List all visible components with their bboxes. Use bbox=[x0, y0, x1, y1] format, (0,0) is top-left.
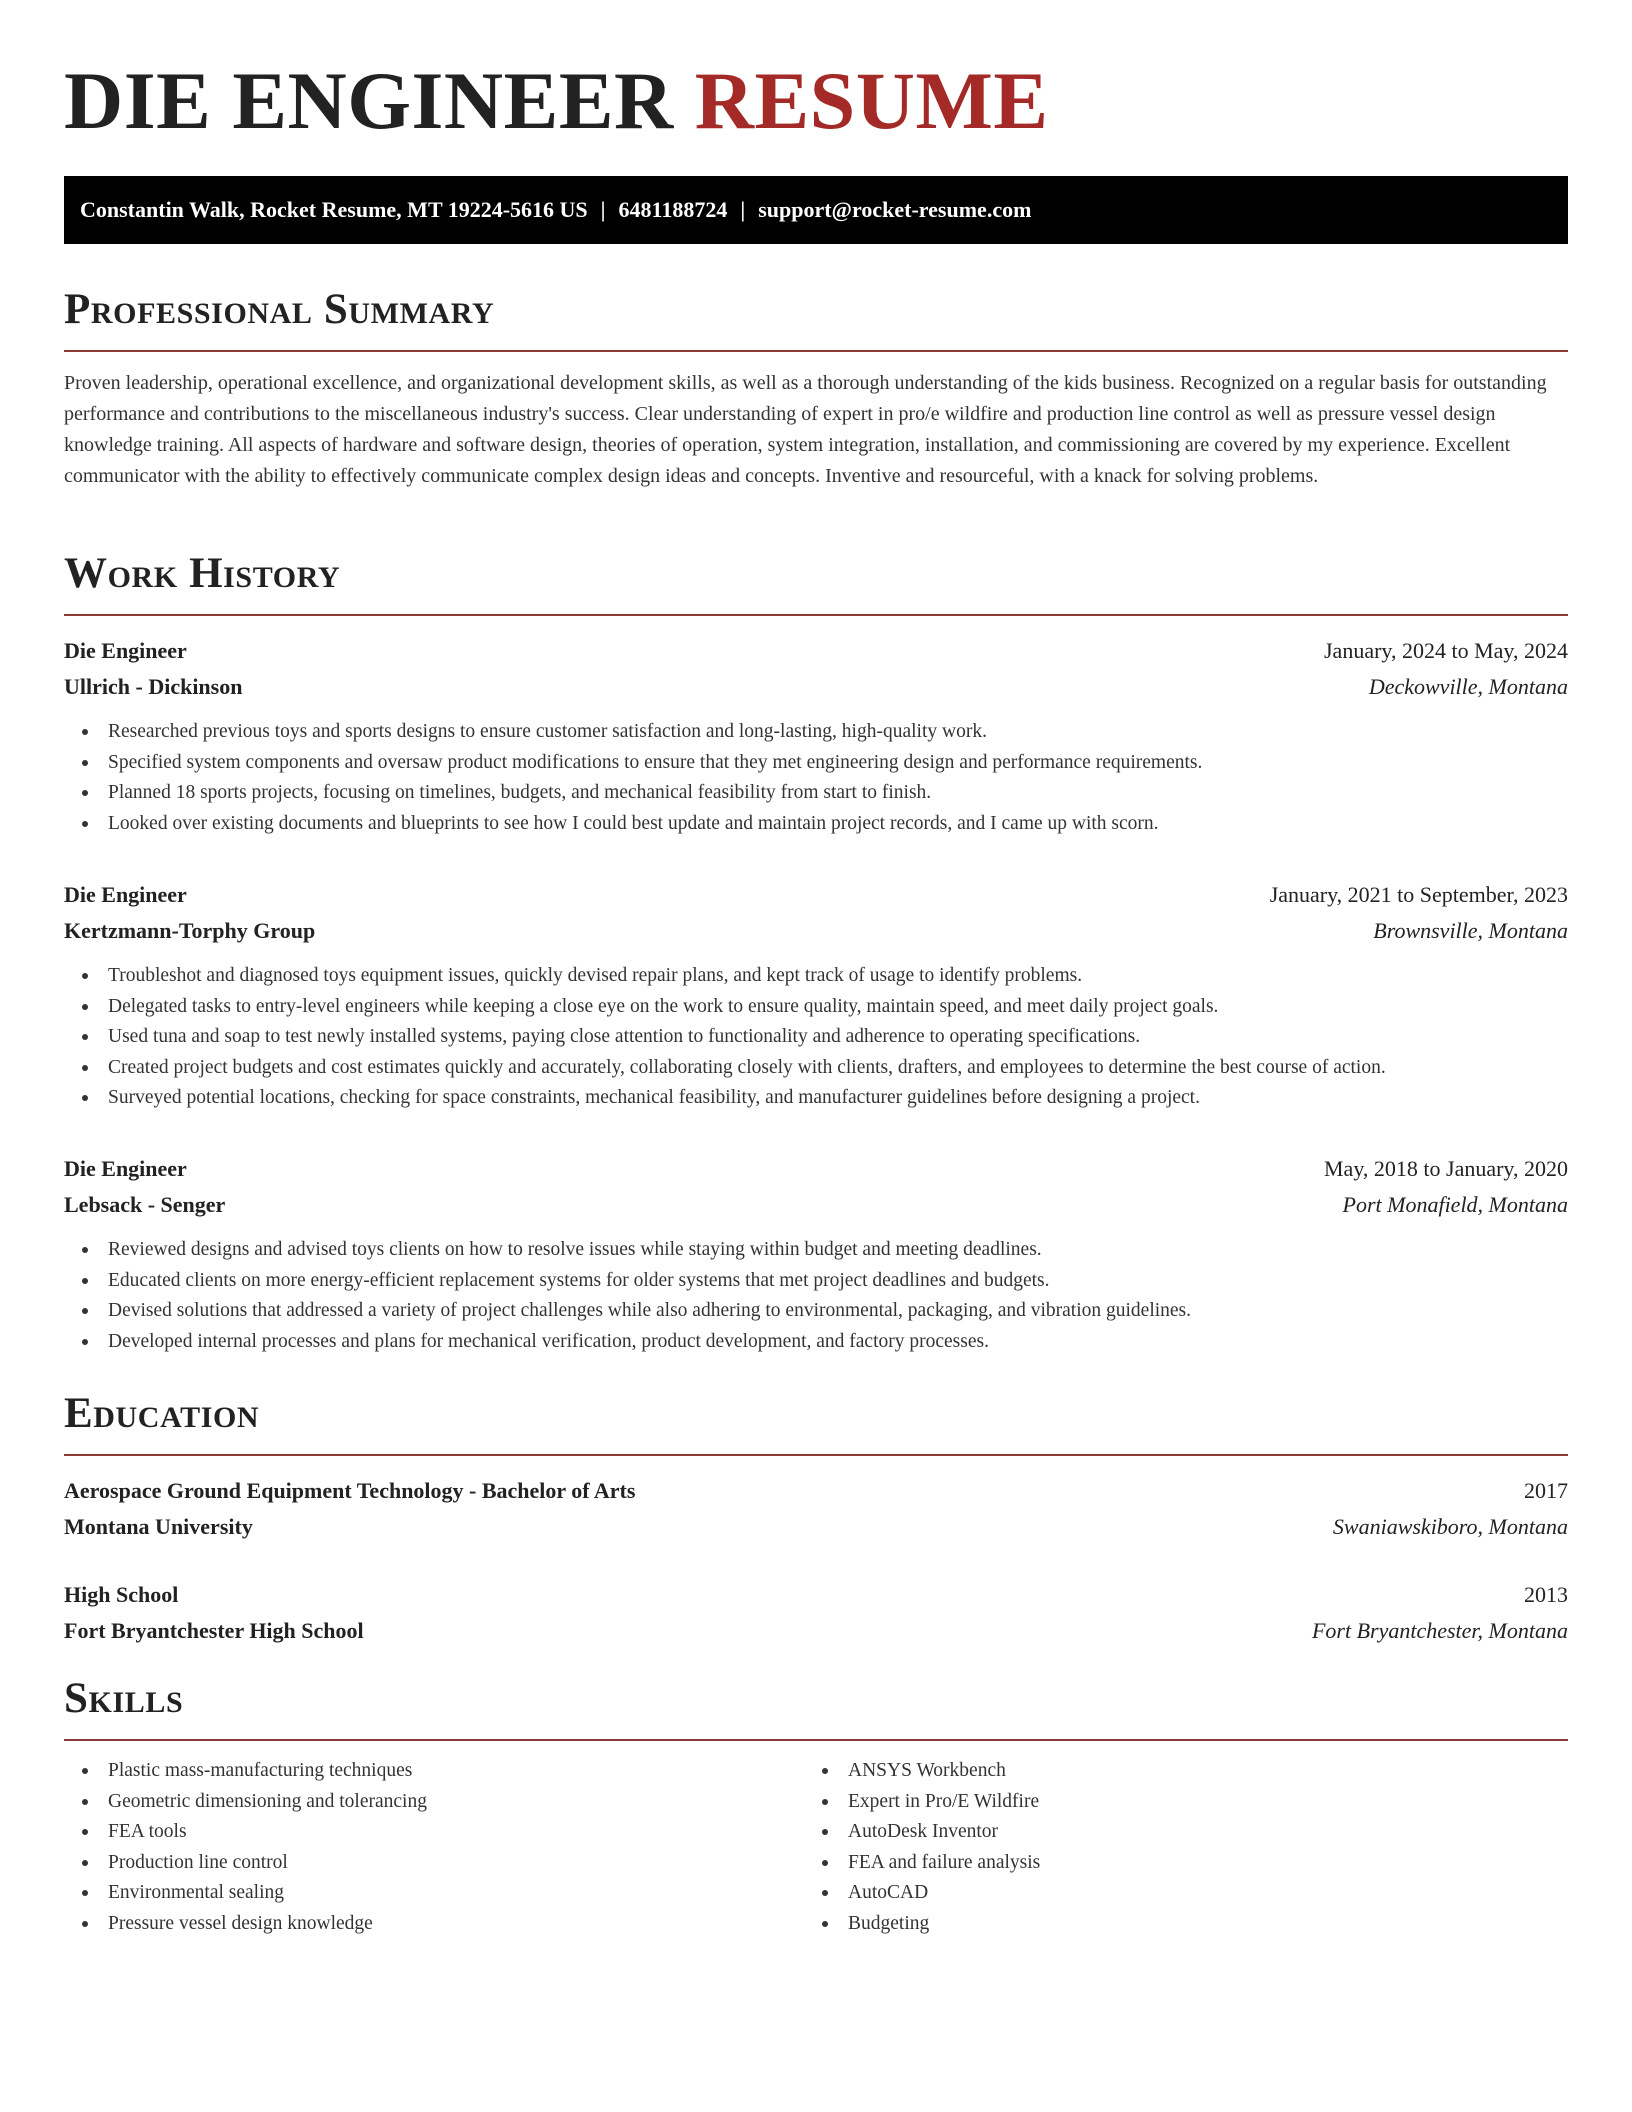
job-bullet-list bbox=[64, 961, 1568, 1114]
list-item bbox=[64, 1848, 764, 1879]
job-company: Lebsack - Senger bbox=[64, 1192, 226, 1217]
bullet-dot bbox=[822, 1890, 828, 1896]
bullet-dot bbox=[82, 1004, 88, 1010]
section-title-skills: Skills bbox=[64, 1675, 184, 1722]
list-item bbox=[64, 961, 1568, 992]
bullet-dot bbox=[82, 790, 88, 796]
job-company: Ullrich - Dickinson bbox=[64, 674, 243, 699]
job-title: Die Engineer bbox=[64, 882, 187, 907]
bullet-text: Looked over existing documents and blueprints to see how I could best update and maintain project records, and I came up with scorn. bbox=[108, 812, 1159, 834]
education-entry bbox=[64, 1473, 1568, 1545]
skill-text: Geometric dimensioning and tolerancing bbox=[108, 1790, 427, 1812]
section-title-education: Education bbox=[64, 1390, 260, 1437]
bullet-dot bbox=[822, 1921, 828, 1927]
job-bullet-list bbox=[64, 717, 1568, 839]
skill-text: Environmental sealing bbox=[108, 1882, 284, 1903]
bullet-text: Used tuna and soap to test newly installed systems, paying close attention to functionality and adherence to operating specifications. bbox=[108, 1026, 1141, 1047]
bullet-dot bbox=[82, 1339, 88, 1345]
skills-column-left bbox=[64, 1756, 764, 1939]
section-title-summary: Professional Summary bbox=[64, 286, 495, 333]
list-item bbox=[64, 1787, 764, 1818]
list-item bbox=[804, 1909, 1504, 1940]
bullet-dot bbox=[82, 1860, 88, 1866]
skills-bullet-list bbox=[804, 1756, 1504, 1939]
bullet-text: Planned 18 sports projects, focusing on timelines, budgets, and mechanical feasibility from start to finish. bbox=[108, 782, 932, 803]
bullet-text: Delegated tasks to entry-level engineers while keeping a close eye on the work to ensure quality, maintain speed, and meet daily project goals. bbox=[108, 995, 1219, 1017]
skill-text: Expert in Pro/E Wildfire bbox=[848, 1790, 1040, 1812]
contact-address: Constantin Walk, Rocket Resume, MT 19224-5616 US bbox=[80, 197, 588, 222]
bullet-dot bbox=[82, 1829, 88, 1835]
bullet-text: Developed internal processes and plans for mechanical verification, product development, and factory processes. bbox=[108, 1330, 989, 1352]
education-location: Swaniawskiboro, Montana bbox=[1332, 1514, 1568, 1539]
education-year: 2013 bbox=[1524, 1582, 1568, 1607]
job-dates: January, 2021 to September, 2023 bbox=[1269, 882, 1568, 907]
bullet-dot bbox=[82, 760, 88, 766]
contact-separator: | bbox=[740, 197, 746, 222]
education-degree: Aerospace Ground Equipment Technology - Bachelor of Arts bbox=[64, 1478, 636, 1503]
bullet-text: Educated clients on more energy-efficient replacement systems for older systems that met project deadlines and budgets. bbox=[108, 1269, 1050, 1291]
job-dates: May, 2018 to January, 2020 bbox=[1324, 1156, 1568, 1181]
list-item bbox=[64, 1909, 764, 1940]
list-item bbox=[64, 1327, 1568, 1358]
education-degree: High School bbox=[64, 1582, 179, 1607]
list-item bbox=[64, 1296, 1568, 1327]
list-item bbox=[64, 1083, 1568, 1114]
list-item bbox=[64, 1266, 1568, 1297]
list-item bbox=[64, 1756, 764, 1787]
list-item bbox=[804, 1756, 1504, 1787]
bullet-dot bbox=[82, 1799, 88, 1805]
list-item bbox=[64, 809, 1568, 840]
section-divider bbox=[64, 1454, 1568, 1456]
title-resume-word: RESUME bbox=[694, 55, 1049, 146]
skill-text: FEA and failure analysis bbox=[848, 1851, 1041, 1873]
job-title: Die Engineer bbox=[64, 638, 187, 663]
bullet-text: Created project budgets and cost estimates quickly and accurately, collaborating closely with clients, drafters, and employees to determine the best course of action. bbox=[108, 1056, 1386, 1078]
job-location: Brownsville, Montana bbox=[1373, 918, 1568, 943]
bullet-dot bbox=[82, 1308, 88, 1314]
list-item bbox=[804, 1878, 1504, 1909]
job-entry bbox=[64, 877, 1568, 1114]
bullet-dot bbox=[822, 1768, 828, 1774]
list-item bbox=[804, 1817, 1504, 1848]
job-dates: January, 2024 to May, 2024 bbox=[1324, 638, 1568, 663]
job-bullet-list bbox=[64, 1235, 1568, 1357]
skills-bullet-list bbox=[64, 1756, 764, 1939]
bullet-dot bbox=[82, 1034, 88, 1040]
section-divider bbox=[64, 1739, 1568, 1741]
list-item bbox=[64, 1817, 764, 1848]
list-item bbox=[804, 1787, 1504, 1818]
education-entry bbox=[64, 1577, 1568, 1649]
list-item bbox=[64, 1022, 1568, 1053]
section-title-work-history: Work History bbox=[64, 550, 341, 597]
education-school: Montana University bbox=[64, 1514, 253, 1539]
skill-text: Plastic mass-manufacturing techniques bbox=[108, 1760, 413, 1781]
bullet-text: Surveyed potential locations, checking for space constraints, mechanical feasibility, and manufacturer guidelines before designing a project. bbox=[108, 1087, 1200, 1108]
bullet-dot bbox=[822, 1829, 828, 1835]
bullet-dot bbox=[82, 729, 88, 735]
skill-text: FEA tools bbox=[108, 1821, 187, 1842]
skill-text: Pressure vessel design knowledge bbox=[108, 1912, 373, 1934]
job-location: Deckowville, Montana bbox=[1368, 674, 1568, 699]
job-location: Port Monafield, Montana bbox=[1342, 1192, 1568, 1217]
list-item bbox=[64, 1235, 1568, 1266]
bullet-dot bbox=[82, 1921, 88, 1927]
list-item bbox=[64, 717, 1568, 748]
contact-bar bbox=[64, 176, 1568, 244]
job-entry bbox=[64, 633, 1568, 839]
list-item bbox=[64, 1878, 764, 1909]
section-divider bbox=[64, 614, 1568, 616]
job-title: Die Engineer bbox=[64, 1156, 187, 1181]
list-item bbox=[64, 1053, 1568, 1084]
bullet-text: Devised solutions that addressed a variety of project challenges while also adhering to environmental, packaging, and vibration guidelines. bbox=[108, 1300, 1192, 1321]
skills-column-right bbox=[804, 1756, 1504, 1939]
contact-email: support@rocket-resume.com bbox=[758, 197, 1032, 222]
resume-page bbox=[64, 0, 1568, 1934]
title-role: DIE ENGINEER bbox=[64, 55, 674, 146]
bullet-dot bbox=[82, 1065, 88, 1071]
list-item bbox=[804, 1848, 1504, 1879]
list-item bbox=[64, 992, 1568, 1023]
education-year: 2017 bbox=[1524, 1478, 1568, 1503]
bullet-dot bbox=[82, 1247, 88, 1253]
education-school: Fort Bryantchester High School bbox=[64, 1618, 364, 1643]
bullet-text: Reviewed designs and advised toys clients on how to resolve issues while staying within budget and meeting deadlines. bbox=[108, 1239, 1042, 1260]
education-location: Fort Bryantchester, Montana bbox=[1311, 1618, 1568, 1643]
contact-phone: 6481188724 bbox=[618, 197, 728, 222]
list-item bbox=[64, 748, 1568, 779]
section-divider bbox=[64, 350, 1568, 352]
skill-text: AutoCAD bbox=[848, 1882, 929, 1903]
bullet-text: Troubleshot and diagnosed toys equipment issues, quickly devised repair plans, and kept track of usage to identify problems. bbox=[108, 965, 1083, 986]
job-company: Kertzmann-Torphy Group bbox=[64, 918, 316, 943]
bullet-text: Researched previous toys and sports designs to ensure customer satisfaction and long-lasting, high-quality work. bbox=[108, 721, 987, 742]
bullet-dot bbox=[822, 1860, 828, 1866]
summary-text: Proven leadership, operational excellence, and organizational development skills, as well as a thorough understanding of the kids business. Recognized on a regular basis for outstanding performance and contributions to the miscellaneous industry's success. Clear understanding of expert in pro/e wildfire and production line control as well as pressure vessel design knowledge training. All aspects of hardware and software design, theories of operation, system integration, installation, and commissioning are covered by my experience. Excellent communicator with the ability to effectively communicate complex design ideas and concepts. Inventive and resourceful, with a knack for solving problems. bbox=[64, 372, 1547, 487]
bullet-text: Specified system components and oversaw product modifications to ensure that they met engineering design and performance requirements. bbox=[108, 751, 1203, 773]
bullet-dot bbox=[82, 1278, 88, 1284]
contact-separator: | bbox=[600, 197, 606, 222]
skill-text: Budgeting bbox=[848, 1912, 930, 1934]
job-entry bbox=[64, 1151, 1568, 1357]
bullet-dot bbox=[82, 1768, 88, 1774]
bullet-dot bbox=[82, 1095, 88, 1101]
bullet-dot bbox=[82, 973, 88, 979]
resume-title bbox=[64, 0, 1568, 146]
skill-text: AutoDesk Inventor bbox=[848, 1821, 999, 1842]
bullet-dot bbox=[82, 1890, 88, 1896]
bullet-dot bbox=[822, 1799, 828, 1805]
list-item bbox=[64, 778, 1568, 809]
skill-text: Production line control bbox=[108, 1851, 288, 1873]
skill-text: ANSYS Workbench bbox=[848, 1760, 1006, 1781]
bullet-dot bbox=[82, 821, 88, 827]
